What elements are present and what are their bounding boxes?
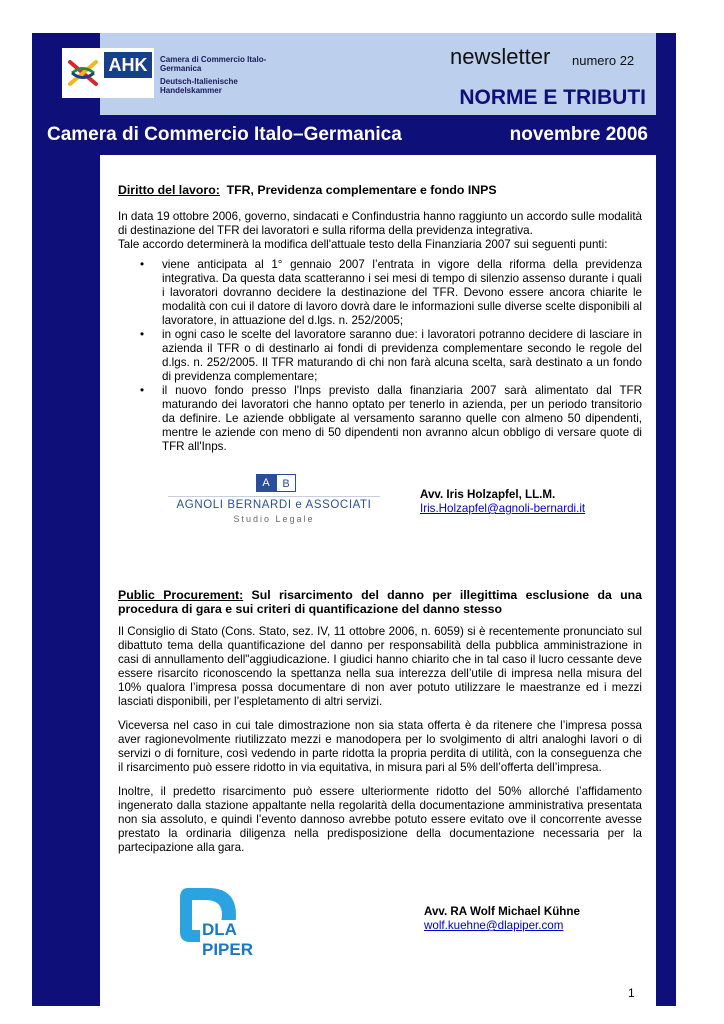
logo-firm-subtitle: Studio Legale (233, 514, 315, 524)
bullet-icon: • (140, 328, 145, 341)
right-frame-bar (656, 33, 676, 1006)
author-email-link[interactable]: wolf.kuehne@dlapiper.com (424, 919, 564, 932)
author-name: Avv. RA Wolf Michael Kühne (424, 905, 580, 918)
logo-divider (168, 496, 380, 497)
article-2-signature (424, 905, 580, 933)
org-name-de: Deutsch-Italienische Handelskammer (160, 77, 238, 95)
logo-letter-b: B (276, 474, 296, 492)
article-1-bullet-list (118, 258, 642, 454)
left-frame-bar (32, 33, 100, 1006)
ahk-logo-text: AHK (104, 52, 152, 78)
article-2-para-2: Viceversa nel caso in cui tale dimostrazione non sia stata offerta è da ritenere che l’impresa possa aver ragionevolmente riutilizzato mezzi e manodopera per lo svolgimento di altri analoghi lavori o di servizi o di forniture, così vedendo in parte ridotta la propria perdita di utilità, con la conseguenza che il risarcimento può essere ridotto in via equitativa, in misura pari al 5% dell’offerta dell’impresa. (118, 719, 642, 774)
bullet-icon: • (140, 258, 145, 271)
list-item: • in ogni caso le scelte del lavoratore saranno due: i lavoratori potranno decidere di lasciare in azienda il TFR o di destinarlo ai fondi di previdenza complementare secondo le regole del d.lgs. n. 252/2005. Il TFR maturando di chi non farà alcuna scelta, sarà destinato a un fondo di previdenza complementare; (140, 328, 642, 383)
article-1-heading (118, 183, 642, 197)
logo-firm-name: AGNOLI BERNARDI e ASSOCIATI (176, 499, 372, 511)
article-1-para-1: In data 19 ottobre 2006, governo, sindacati e Confindustria hanno raggiunto un accordo sulle modalità di destinazione del TFR dei lavoratori e sulla riforma della previdenza integrativa. (118, 210, 642, 237)
article-1-signature (420, 488, 585, 516)
article-1-para-2: Tale accordo determinerà la modifica dell'attuale testo della Finanziaria 2007 sui seguenti punti: (118, 238, 608, 251)
page-number: 1 (628, 986, 635, 1000)
banner-date: novembre 2006 (509, 124, 648, 145)
article-1-kicker: Diritto del lavoro: (118, 183, 220, 197)
article-2-para-1: Il Consiglio di Stato (Cons. Stato, sez. IV, 11 ottobre 2006, n. 6059) si è recentemente pronunciato sul dibattuto tema della quantificazione del danno per responsabilità della pubblica amministrazione in casi di annullamento dell"aggiudicazione. I giudici hanno chiarito che in tal caso il lucro cessante deve essere risarcito riconoscendo la spettanza nella sua interezza dell’utile di impresa nella misura del 10% qualora l’impresa possa documentare di non aver potuto utilizzare le maestranze ed i mezzi lasciati disponibili, per l’espletamento di altri servizi. (118, 625, 642, 708)
article-2-heading (118, 588, 642, 616)
dla-piper-logo (178, 882, 290, 959)
newsletter-title: newsletter (450, 44, 551, 69)
author-name: Avv. Iris Holzapfel, LL.M. (420, 488, 556, 501)
list-item: • viene anticipata al 1° gennaio 2007 l’entrata in vigore della riforma della previdenza integrativa. Da questa data scatteranno i sei mesi di tempo di silenzio assenso durante i quali i lavoratori dovranno decidere la destinazione del TFR. Devono essere ancora chiarite le modalità con cui il datore di lavoro dovrà dare le informazioni sulle diverse scelte disponibili al lavoratore, in attuazione del d.lgs. n. 252/2005; (140, 258, 642, 327)
org-name-it: Camera di Commercio Italo-Germanica (160, 55, 267, 73)
dla-piper-logo-text: DLA PIPER (200, 920, 290, 960)
ahk-emblem-icon (66, 56, 100, 90)
bullet-icon: • (140, 384, 145, 397)
newsletter-number: numero 22 (572, 53, 635, 68)
banner-organization: Camera di Commercio Italo–Germanica (47, 124, 402, 145)
article-2-title: Sul risarcimento del danno per illegittima esclusione da una procedura di gara e sui criteri di quantificazione del danno stesso (118, 588, 642, 616)
article-1 (118, 183, 642, 454)
agnoli-bernardi-logo (168, 474, 380, 524)
article-2-kicker: Public Procurement: (118, 588, 244, 602)
article-1-title: TFR, Previdenza complementare e fondo INPS (226, 183, 497, 197)
list-item: • il nuovo fondo presso l'Inps previsto dalla finanziaria 2007 sarà alimentato dal TFR maturando dei lavoratori che hanno optato per tenerlo in azienda, per un periodo transitorio da definire. Le aziende obbligate al versamento saranno quelle con almeno 50 dipendenti, mentre le aziende con meno di 50 dipendenti non avranno alcun obbligo di versare quote di TFR all'Inps. (140, 384, 642, 453)
article-2-para-3: Inoltre, il predetto risarcimento può essere ulteriormente ridotto del 50% allorché l’affidamento ingenerato dalla stazione appaltante nella regolarità della documentazione amministrativa presentata non sia assoluto, e quindi l’evento dannoso avrebbe potuto essere evitato ove il concorrente avesse prestato la ordinaria diligenza nella predisposizione della documentazione necessaria per la partecipazione alla gara. (118, 785, 642, 854)
section-title: NORME E TRIBUTI (459, 86, 646, 109)
author-email-link[interactable]: Iris.Holzapfel@agnoli-bernardi.it (420, 502, 586, 515)
article-2 (118, 588, 642, 855)
logo-letter-a: A (256, 474, 276, 492)
